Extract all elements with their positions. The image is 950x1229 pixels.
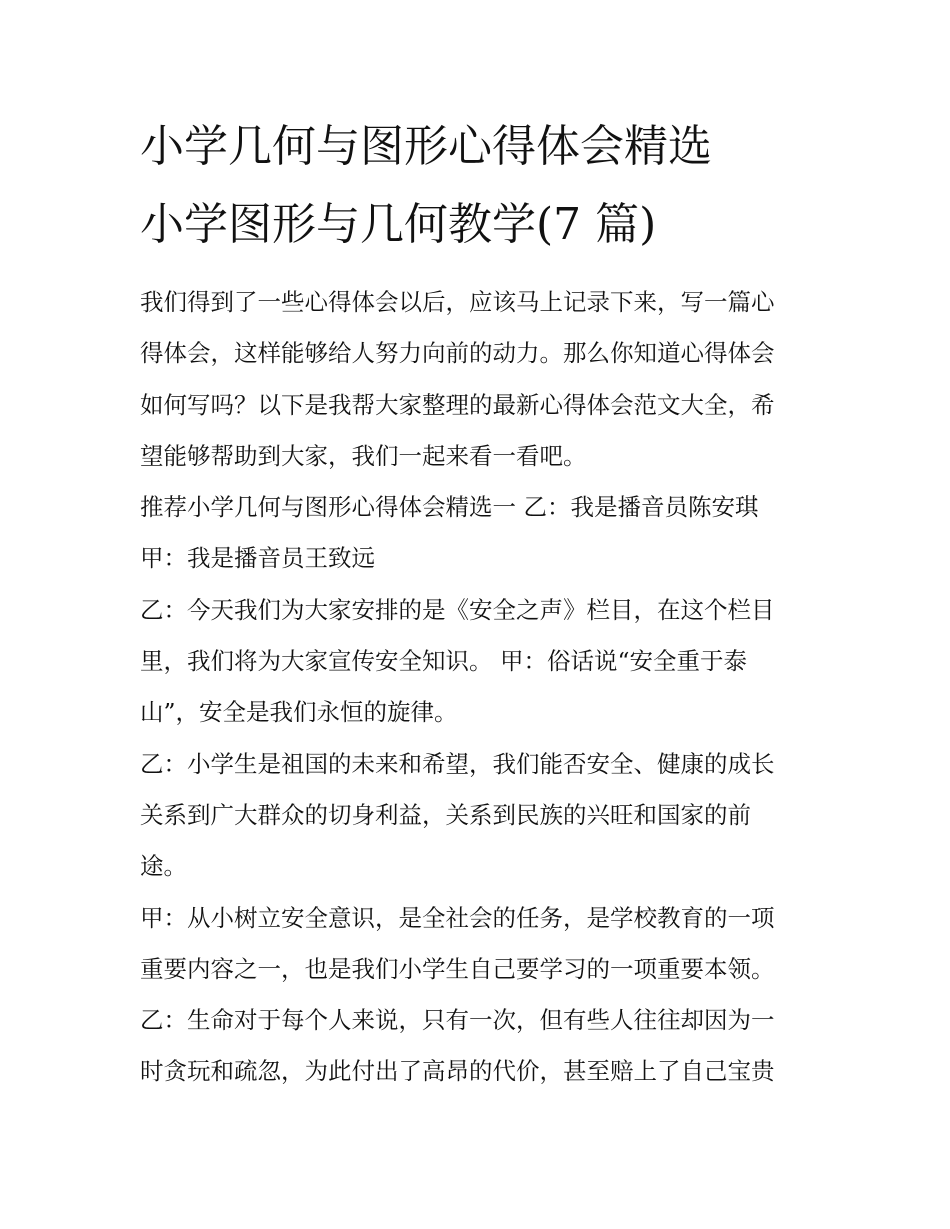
text-line: 山”，安全是我们永恒的旋律。 <box>140 698 458 727</box>
text-line: 推荐小学几何与图形心得体会精选一 乙：我是播音员陈安琪 <box>140 493 759 522</box>
text-line: 得体会，这样能够给人努力向前的动力。那么你知道心得体会 <box>140 339 775 368</box>
text-line: 关系到广大群众的切身利益，关系到民族的兴旺和国家的前 <box>140 800 751 829</box>
text-line: 如何写吗？以下是我帮大家整理的最新心得体会范文大全，希 <box>140 390 775 419</box>
document-body <box>140 277 830 1098</box>
dialogue-paragraph <box>140 739 830 893</box>
text-line: 我们得到了一些心得体会以后，应该马上记录下来，写一篇心 <box>140 288 775 316</box>
text-line: 乙：小学生是祖国的未来和希望，我们能否安全、健康的成长 <box>140 749 775 778</box>
section-heading-paragraph <box>140 482 830 533</box>
title-line: 小学图形与几何教学(7 篇) <box>140 199 657 250</box>
text-line: 乙：今天我们为大家安排的是《安全之声》栏目，在这个栏目 <box>140 595 775 624</box>
text-line: 途。 <box>140 852 187 881</box>
dialogue-paragraph <box>140 995 830 1098</box>
dialogue-paragraph <box>140 893 830 996</box>
dialogue-paragraph <box>140 585 830 739</box>
text-line: 重要内容之一，也是我们小学生自己要学习的一项重要本领。 <box>140 954 775 983</box>
document-title <box>140 108 840 264</box>
text-line: 望能够帮助到大家，我们一起来看一看吧。 <box>140 441 587 470</box>
dialogue-paragraph <box>140 533 830 584</box>
text-line: 乙：生命对于每个人来说，只有一次，但有些人往往却因为一 <box>140 1006 775 1035</box>
text-line: 里，我们将为大家宣传安全知识。 甲：俗话说“安全重于泰 <box>140 647 747 676</box>
text-line: 时贪玩和疏忽，为此付出了高昂的代价，甚至赔上了自己宝贵 <box>140 1057 775 1086</box>
intro-paragraph <box>140 277 830 482</box>
title-line: 小学几何与图形心得体会精选 <box>140 121 712 172</box>
text-line: 甲：从小树立安全意识，是全社会的任务，是学校教育的一项 <box>140 903 775 932</box>
text-line: 甲：我是播音员王致远 <box>140 544 375 573</box>
